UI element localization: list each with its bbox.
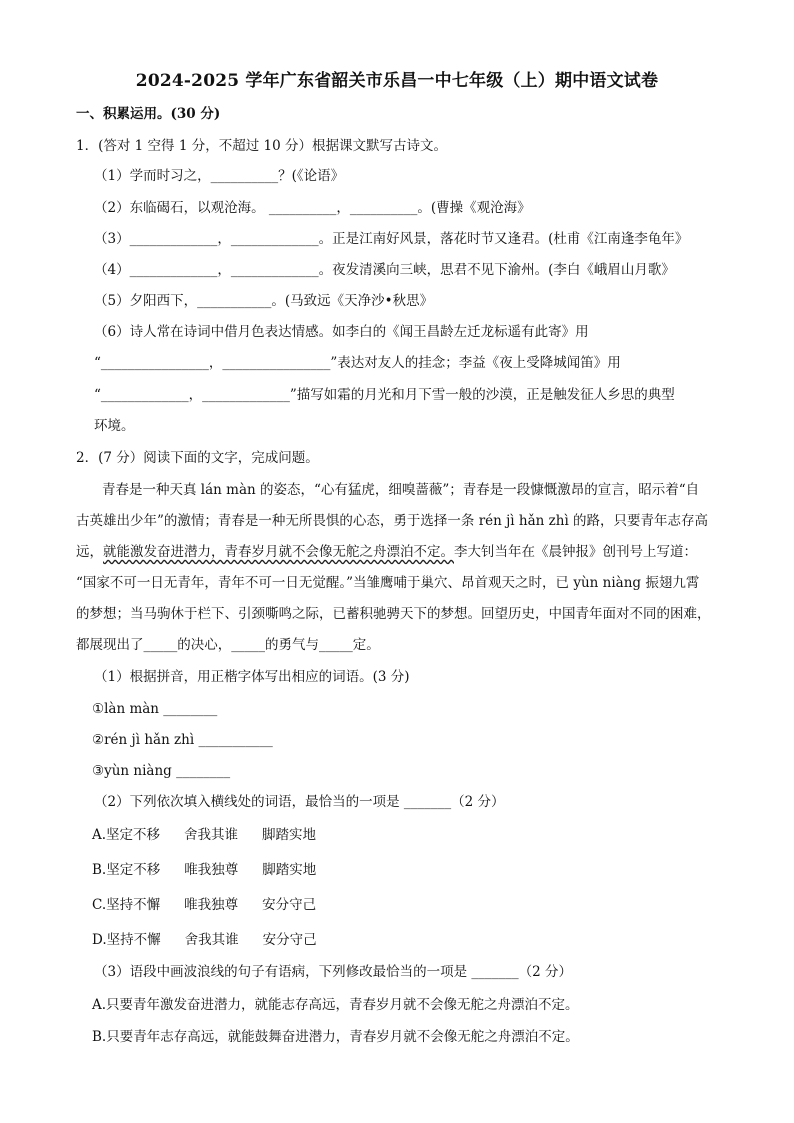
pinyin-item-2: ②rén jì hǎn zhì ___________	[92, 732, 273, 748]
q1-item-2: （2）东临碣石，以观沧海。 __________，__________。(曹操《观沧海》	[94, 200, 531, 216]
pinyin-item-3: ③yùn niàng ________	[92, 763, 231, 779]
passage-line-5: 的梦想；当马驹休于栏下、引颈嘶鸣之际，已蓄积驰骋天下的梦想。回望历史，中国青年面对不同的困难，	[76, 606, 711, 622]
option-word-3: 脚踏实地	[262, 827, 317, 843]
passage-line-3	[76, 542, 697, 562]
q1-item-6-line-2: “________________，________________”表达对友人的挂念；李益《夜上受降城闻笛》用	[94, 355, 621, 371]
question-2-stem: 2．(7 分）阅读下面的文字，完成问题。	[76, 450, 319, 466]
passage-line-1: 青春是一种天真 lán màn 的姿态，“心有猛虎，细嗅蔷薇”；青春是一段慷慨激昂的宣言，昭示着“自	[102, 482, 700, 498]
option-3-B[interactable]: B.只要青年志存高远，就能鼓舞奋进潜力，青春岁月就不会像无舵之舟漂泊不定。	[92, 1029, 579, 1045]
option-2-B[interactable]	[92, 860, 316, 880]
pinyin-item-1: ①làn màn ________	[92, 701, 218, 717]
q1-item-3: （3）_____________，_____________。正是江南好风景，落花时节又逢君。(杜甫《江南逢李龟年》	[94, 231, 689, 247]
option-word-3: 安分守己	[262, 897, 317, 913]
option-letter: D.	[92, 932, 107, 948]
sub-question-3: （3）语段中画波浪线的句子有语病，下列修改最恰当的一项是 _______（2 分）	[94, 964, 573, 980]
option-letter: A.	[92, 827, 107, 843]
option-word-2: 舍我其谁	[184, 827, 239, 843]
section-heading: 一、积累运用。(30 分)	[76, 106, 221, 122]
option-word-1: 坚定不移	[106, 862, 161, 878]
option-2-A[interactable]	[92, 825, 316, 845]
passage-line-6: 都展现出了_____的决心，_____的勇气与_____定。	[76, 637, 380, 653]
option-3-A[interactable]: A.只要青年激发奋进潜力，就能志存高远，青春岁月就不会像无舵之舟漂泊不定。	[92, 997, 579, 1013]
passage-line-2: 古英雄出少年”的激情；青春是一种无所畏惧的心态，勇于选择一条 rén jì hǎn zhì 的路，只要青年志存高	[76, 513, 709, 529]
passage-line-3-start: 远，	[76, 544, 103, 560]
q1-item-6-line-1: （6）诗人常在诗词中借月色表达情感。如李白的《闻王昌龄左迁龙标遥有此寄》用	[94, 324, 589, 340]
q1-item-4: （4）_____________，_____________。夜发清溪向三峡，思君不见下渝州。(李白《峨眉山月歌》	[94, 262, 675, 278]
q1-item-6-line-3: “_____________，_____________”描写如霜的月光和月下雪一般的沙漠，正是触发征人乡思的典型	[94, 387, 675, 403]
option-word-1: 坚持不懈	[106, 932, 161, 948]
option-letter: C.	[92, 897, 107, 913]
passage-line-4: “国家不可一日无青年，青年不可一日无觉醒。”当雏鹰哺于巢穴、昂首观天之时，已 yùn niàng 振翅九霄	[76, 575, 700, 591]
passage-line-3-end: 李大钊当年在《晨钟报》创刊号上写道：	[454, 544, 697, 560]
sub-question-1: （1）根据拼音，用正楷字体写出相应的词语。(3 分)	[94, 669, 410, 685]
option-2-D[interactable]	[92, 930, 317, 950]
option-2-C[interactable]	[92, 895, 316, 915]
option-word-3: 安分守己	[262, 932, 317, 948]
sub-question-2: （2）下列依次填入横线处的词语，最恰当的一项是 _______（2 分）	[94, 794, 505, 810]
option-word-3: 脚踏实地	[262, 862, 317, 878]
q1-item-1: （1）学而时习之，__________？(《论语》	[94, 168, 345, 184]
option-word-1: 坚定不移	[106, 827, 161, 843]
wavy-underlined-sentence: 就能激发奋进潜力，青春岁月就不会像无舵之舟漂泊不定。	[103, 544, 454, 560]
option-word-1: 坚持不懈	[106, 897, 161, 913]
question-1-stem: 1．(答对 1 空得 1 分，不超过 10 分）根据课文默写古诗文。	[76, 138, 447, 154]
option-word-2: 舍我其谁	[184, 932, 239, 948]
q1-item-6-line-4: 环境。	[94, 418, 135, 434]
exam-title: 2024-2025 学年广东省韶关市乐昌一中七年级（上）期中语文试卷	[135, 71, 659, 91]
option-word-2: 唯我独尊	[184, 862, 239, 878]
q1-item-5: （5）夕阳西下，___________。(马致远《天净沙•秋思》	[94, 293, 434, 309]
option-word-2: 唯我独尊	[184, 897, 239, 913]
option-letter: B.	[92, 862, 107, 878]
